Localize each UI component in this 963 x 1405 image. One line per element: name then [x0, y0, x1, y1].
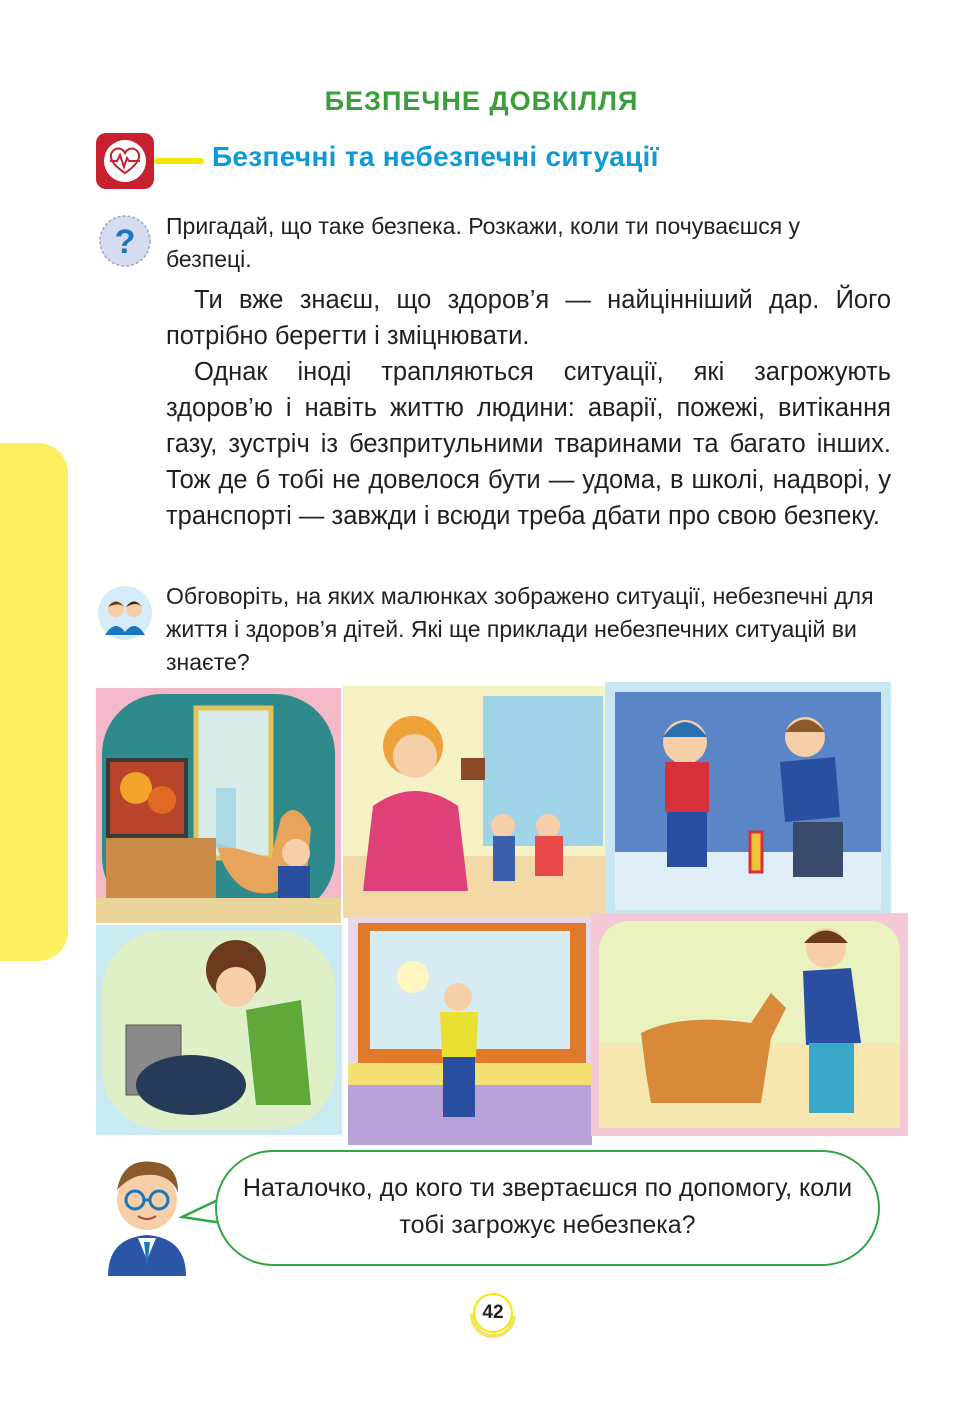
- picture-girl-iron: [343, 686, 605, 918]
- question-text: Пригадай, що таке безпека. Розкажи, коли ти почуваєшся у безпеці.: [166, 213, 801, 272]
- picture-boy-window: [348, 917, 592, 1145]
- body-paragraph-1: Ти вже знаєш, що здоров’я — найцінніший дар. Його потрібно берегти і зміцнювати.: [166, 286, 891, 350]
- section-title: БЕЗПЕЧНЕ ДОВКІЛЛЯ: [324, 86, 639, 116]
- picture-gas-stove: [96, 925, 342, 1135]
- yellow-side-tab: [0, 443, 68, 961]
- svg-text:?: ?: [114, 223, 136, 261]
- discussion-text: Обговоріть, на яких малюнках зображено ситуації, небезпечні для життя і здоров’я дітей. Які ще приклади небезпечних ситуацій ви знаєте?: [166, 583, 874, 675]
- picture-stray-dog: [591, 913, 908, 1136]
- lesson-title: Безпечні та небезпечні ситуації: [212, 141, 659, 172]
- body-text: [166, 282, 891, 534]
- page-number: [466, 1290, 520, 1340]
- title-underline: [154, 158, 204, 164]
- body-paragraph-2: Однак іноді трапляються ситуації, які загрожують здоров’ю і навіть життю людини: аварії, пожежі, витікання газу, зустріч із безпритульними тваринами та багато інших. Тож де б тобі не довелося бути — удома, в школі, надворі, у транспорті — завжди і всюди треба дбати про свою безпеку.: [166, 358, 891, 530]
- discussion-pair-icon: [97, 585, 153, 641]
- question-icon: [98, 214, 152, 268]
- picture-fire-flood: [96, 688, 341, 923]
- speech-bubble-text: Наталочко, до кого ти звертаєшся по допомогу, коли тобі загрожує небезпека?: [242, 1174, 853, 1239]
- picture-firecracker: [605, 682, 891, 920]
- page-number-text: 42: [482, 1302, 504, 1323]
- heart-pulse-icon: [96, 133, 154, 189]
